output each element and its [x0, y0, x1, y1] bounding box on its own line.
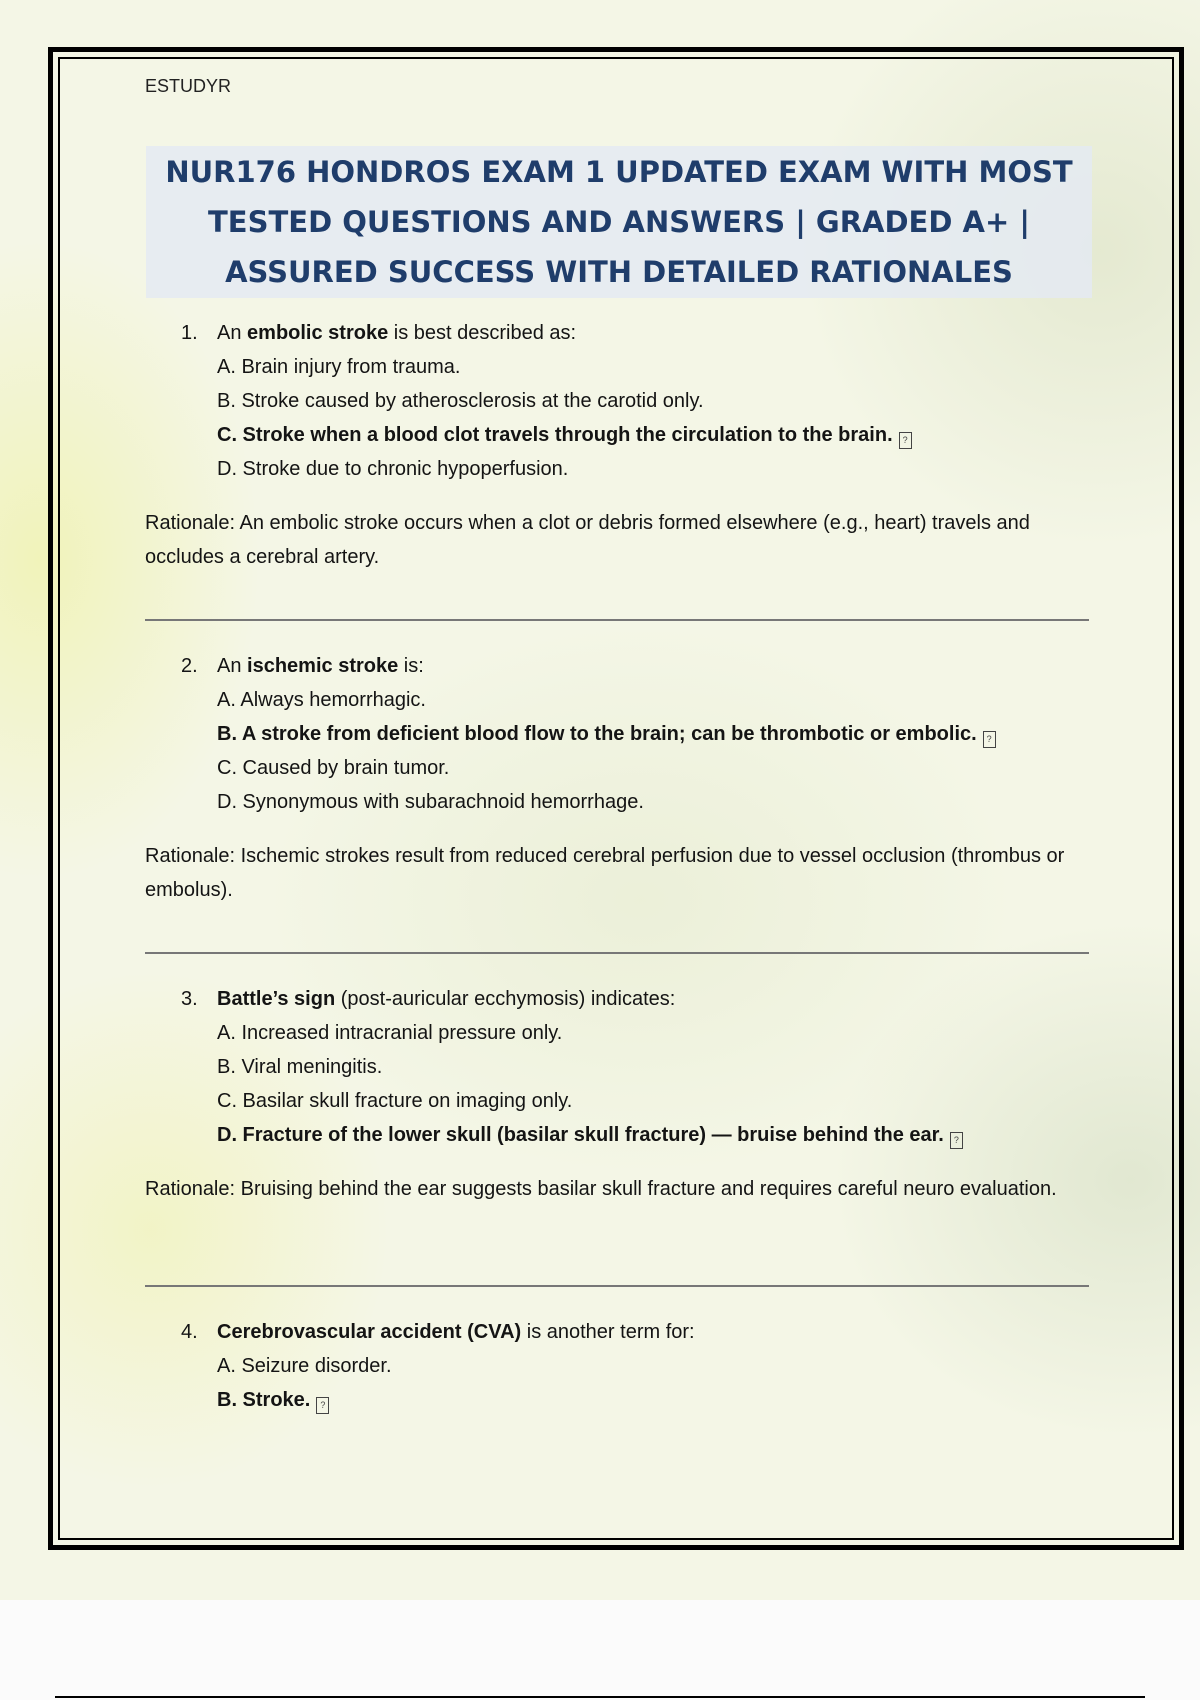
answer-option-b: B. Viral meningitis.	[217, 1056, 383, 1078]
checkmark-icon: ?	[950, 1132, 963, 1149]
stem-bold: Cerebrovascular accident (CVA)	[217, 1321, 522, 1343]
answer-option-d-correct: D. Fracture of the lower skull (basilar skull fracture) — bruise behind the ear. ?	[145, 1118, 1095, 1152]
rationale: Rationale: Ischemic strokes result from reduced cerebral perfusion due to vessel occlusion (thrombus or embolus).	[145, 845, 1065, 901]
question-4	[145, 1315, 1095, 1417]
checkmark-icon: ?	[316, 1397, 329, 1414]
answer-option-a: A. Brain injury from trauma.	[217, 356, 461, 378]
stem-text: An	[217, 655, 248, 677]
question-divider	[145, 952, 1089, 954]
question-divider	[145, 1285, 1089, 1287]
answer-option-c: C. Basilar skull fracture on imaging only.	[217, 1090, 573, 1112]
title-banner	[146, 146, 1092, 298]
question-number: 3.	[181, 988, 198, 1010]
stem-text: An	[217, 322, 248, 344]
stem-bold: Battle’s sign	[217, 988, 336, 1010]
question-stem	[145, 649, 1095, 683]
stem-text: is best described as:	[388, 322, 577, 344]
question-stem	[145, 1315, 1095, 1349]
stem-text: (post-auricular ecchymosis) indicates:	[335, 988, 676, 1010]
answer-option-d: D. Synonymous with subarachnoid hemorrhage.	[217, 791, 644, 813]
header-label: ESTUDYR	[145, 76, 232, 96]
footer-rule	[55, 1696, 1145, 1698]
checkmark-icon: ?	[899, 432, 912, 449]
checkmark-icon: ?	[983, 731, 996, 748]
answer-option-a: A. Seizure disorder.	[217, 1355, 392, 1377]
answer-option-b-correct: B. A stroke from deficient blood flow to the brain; can be thrombotic or embolic. ?	[145, 717, 1095, 751]
question-stem	[145, 316, 1095, 350]
answer-option-c: C. Caused by brain tumor.	[217, 757, 450, 779]
answer-option-b: B. Stroke caused by atherosclerosis at the carotid only.	[217, 390, 704, 412]
question-3	[145, 982, 1095, 1206]
answer-option-a: A. Increased intracranial pressure only.	[217, 1022, 563, 1044]
page-footer-area	[0, 1600, 1200, 1700]
question-number: 4.	[181, 1321, 198, 1343]
question-1	[145, 316, 1095, 574]
rationale: Rationale: Bruising behind the ear suggests basilar skull fracture and requires careful neuro evaluation.	[145, 1178, 1057, 1200]
stem-text: is:	[398, 655, 424, 677]
answer-option-b-correct: B. Stroke. ?	[145, 1383, 1095, 1417]
question-stem	[145, 982, 1095, 1016]
answer-option-a: A. Always hemorrhagic.	[217, 689, 426, 711]
question-divider	[145, 619, 1089, 621]
stem-bold: ischemic stroke	[247, 655, 399, 677]
question-number: 1.	[181, 322, 198, 344]
question-number: 2.	[181, 655, 198, 677]
stem-text: is another term for:	[521, 1321, 695, 1343]
stem-bold: embolic stroke	[247, 322, 389, 344]
answer-option-c-correct: C. Stroke when a blood clot travels through the circulation to the brain. ?	[145, 418, 1095, 452]
document-title: NUR176 HONDROS EXAM 1 UPDATED EXAM WITH MOST TESTED QUESTIONS AND ANSWERS | GRADED A+ | ASSURED SUCCESS WITH DETAILED RATIONALES	[165, 155, 1073, 289]
question-2	[145, 649, 1095, 907]
answer-option-d: D. Stroke due to chronic hypoperfusion.	[217, 458, 569, 480]
rationale: Rationale: An embolic stroke occurs when a clot or debris formed elsewhere (e.g., heart) travels and occludes a cerebral artery.	[145, 512, 1030, 568]
